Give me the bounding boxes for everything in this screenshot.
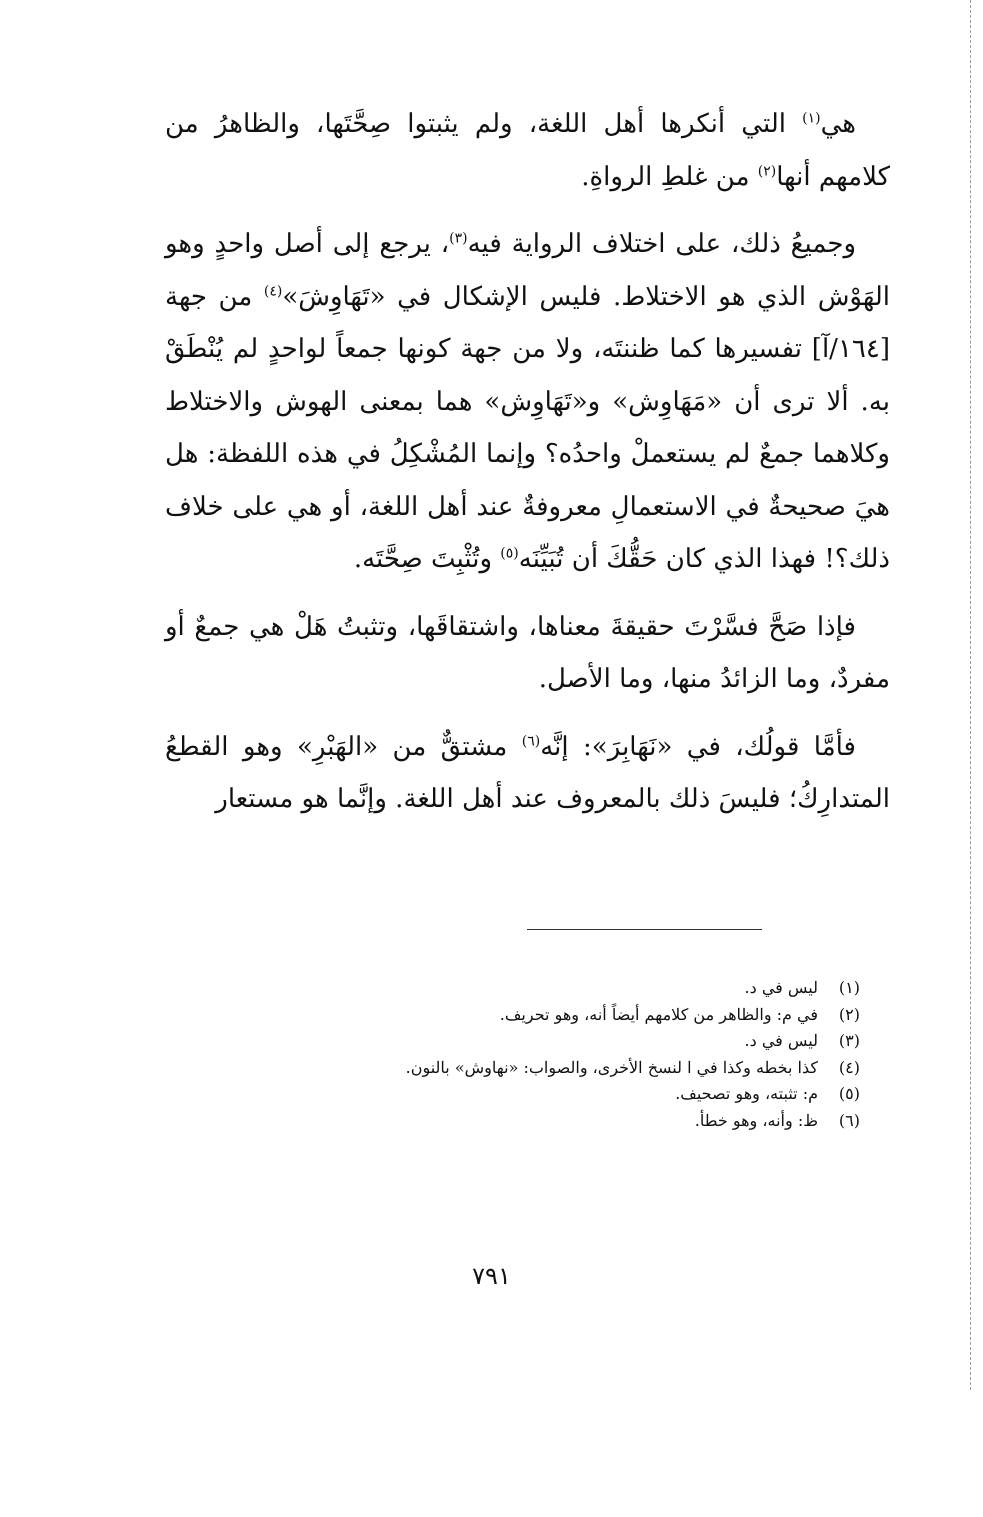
- text-run: فأمَّا قولُك، في «نَهَابِرَ»: إنَّه: [540, 731, 856, 762]
- footnote-number: (٢): [838, 1004, 860, 1024]
- text-run: ، يرجع إلى أصل واحدٍ وهو الهَوْش الذي هو الاختلاط. فليس الإشكال في «تَهَاوِشَ»: [165, 229, 890, 312]
- footnote-text: ليس في د.: [744, 1031, 818, 1050]
- paragraph: [165, 98, 890, 203]
- text-run: فإذا صَحَّ فسَّرْتَ حقيقةَ معناها، واشتقاقَها، وتثبتُ هَلْ هي جمعٌ أو مفردٌ، وما الزائدُ منها، وما الأصل.: [165, 611, 890, 694]
- footnote-number: (٥): [838, 1084, 860, 1103]
- footnote-ref: (٣): [449, 230, 468, 247]
- footnote: [200, 1081, 860, 1108]
- text-run: وجميعُ ذلك، على اختلاف الرواية فيه: [467, 229, 856, 259]
- paragraph: [165, 601, 890, 706]
- footnote-ref: (٢): [757, 162, 777, 179]
- footnote-text: م: تثبته، وهو تصحيف.: [675, 1084, 818, 1103]
- text-run: مشتقٌّ من «الهَبْرِ» وهو القطعُ المتدارِكُ؛ فليسَ ذلك بالمعروف عند أهل اللغة. وإنَّما هو مستعار: [165, 731, 890, 814]
- text-run: التي أنكرها أهل اللغة، ولم يثبتوا صِحَّتَها، والظاهرُ من كلامهم أنها: [165, 109, 890, 192]
- footnote-text: ظ: وأنه، وهو خطأ.: [694, 1110, 818, 1130]
- footnote: [200, 1002, 860, 1029]
- footnote-number: (١): [838, 978, 860, 997]
- footnote-number: (٤): [838, 1057, 860, 1077]
- footnote-text: كذا بخطه وكذا في ا لنسخ الأخرى، والصواب: «نهاوش» بالنون.: [405, 1057, 818, 1077]
- footnote-ref: (٤): [263, 282, 283, 299]
- page-number: ٧٩١: [472, 1262, 511, 1290]
- text-run: هي: [820, 109, 856, 139]
- text-run: من جهة [١٦٤/آ] تفسيرها كما ظننتَه، ولا من جهة كونها جمعاً لواحدٍ لم يُنْطَقْ به. ألا ترى أن «مَهَاوِش» و«تَهَاوِش» هما بمعنى الهوش والاختلاط وكلاهما جمعٌ لم يستعملْ واحدُه؟ وإنما المُشْكِلُ في هذه اللفظة: هل هيَ صحيحةٌ في الاستعمالِ معروفةٌ عند أهل اللغة، أو هي على خلاف ذلك؟! فهذا الذي كان حَقُّكَ أن تُبَيِّنَه: [165, 281, 890, 574]
- footnote: [200, 1028, 860, 1055]
- footnotes: [200, 975, 860, 1134]
- footnote-separator: [527, 929, 762, 930]
- footnote: [200, 1055, 860, 1082]
- text-run: وتُثْبِتَ صِحَّتَه.: [353, 544, 501, 574]
- footnote-ref: (٦): [521, 732, 541, 749]
- footnote-ref: (١): [802, 110, 821, 127]
- footnote: [200, 975, 860, 1002]
- paragraph: [165, 721, 890, 826]
- page-edge-line: [970, 0, 971, 1390]
- footnote: [200, 1108, 860, 1135]
- main-text: [165, 98, 890, 841]
- footnote-text: في م: والظاهر من كلامهم أيضاً أنه، وهو تحريف.: [499, 1004, 818, 1024]
- footnote-number: (٦): [838, 1110, 860, 1130]
- paragraph: [165, 218, 890, 586]
- footnote-number: (٣): [838, 1031, 860, 1050]
- footnote-ref: (٥): [500, 545, 519, 562]
- footnote-text: ليس في د.: [744, 978, 818, 997]
- text-run: من غلطِ الرواةِ.: [581, 161, 758, 192]
